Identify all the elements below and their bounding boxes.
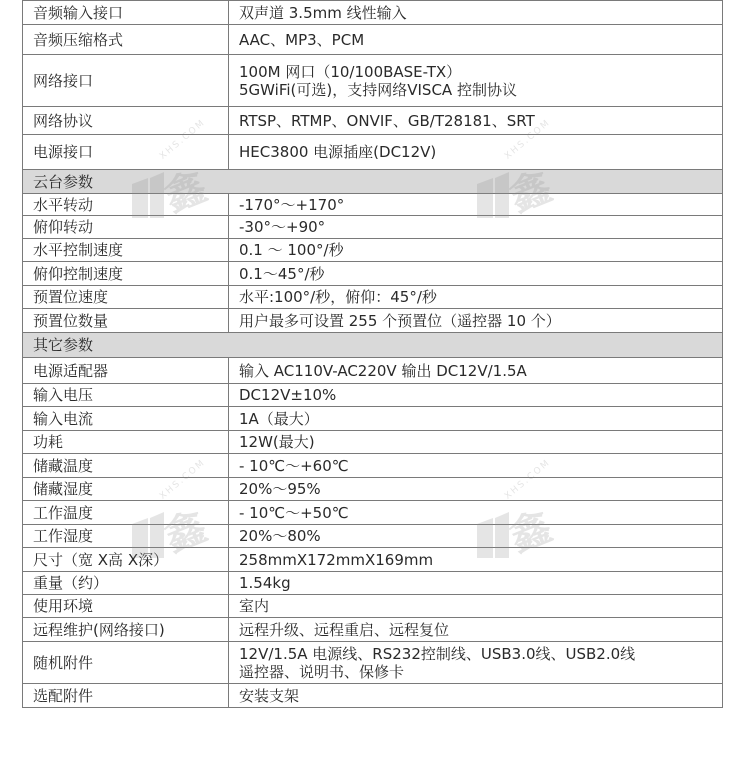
spec-value bbox=[229, 384, 723, 407]
spec-value bbox=[229, 55, 723, 107]
spec-value bbox=[229, 286, 723, 309]
spec-value-line: 20%～95% bbox=[239, 480, 321, 498]
spec-value-line: AAC、MP3、PCM bbox=[239, 30, 365, 49]
spec-value-line: 1.54kg bbox=[239, 574, 291, 592]
spec-row bbox=[23, 431, 723, 454]
spec-label: 电源接口 bbox=[23, 135, 229, 170]
spec-label: 水平转动 bbox=[23, 194, 229, 216]
spec-row bbox=[23, 55, 723, 107]
spec-row bbox=[23, 216, 723, 239]
spec-value-line: 12V/1.5A 电源线、RS232控制线、USB3.0线、USB2.0线 bbox=[239, 644, 636, 663]
spec-row bbox=[23, 107, 723, 135]
spec-value-line: - 10℃～+60℃ bbox=[239, 456, 349, 475]
spec-label: 使用环境 bbox=[23, 595, 229, 618]
spec-label: 输入电流 bbox=[23, 407, 229, 431]
spec-value bbox=[229, 431, 723, 454]
spec-label: 选配附件 bbox=[23, 684, 229, 708]
spec-label: 网络协议 bbox=[23, 107, 229, 135]
section-title: 云台参数 bbox=[23, 170, 723, 194]
spec-row bbox=[23, 548, 723, 572]
spec-value-line: 5GWiFi(可选)，支持网络VISCA 控制协议 bbox=[239, 80, 517, 99]
spec-value-line: 室内 bbox=[239, 597, 270, 615]
spec-value bbox=[229, 525, 723, 548]
spec-row bbox=[23, 501, 723, 525]
spec-row bbox=[23, 262, 723, 286]
spec-value-line: 输入 AC110V-AC220V 输出 DC12V/1.5A bbox=[239, 361, 527, 380]
spec-row bbox=[23, 286, 723, 309]
spec-value bbox=[229, 478, 723, 501]
spec-label: 工作温度 bbox=[23, 501, 229, 525]
spec-value-line: 安装支架 bbox=[239, 686, 300, 705]
spec-value bbox=[229, 572, 723, 595]
spec-row bbox=[23, 194, 723, 216]
spec-label: 俯仰控制速度 bbox=[23, 262, 229, 286]
watermark-text: XHS.COM bbox=[158, 457, 208, 502]
spec-label: 重量（约） bbox=[23, 572, 229, 595]
spec-value bbox=[229, 309, 723, 333]
spec-value bbox=[229, 407, 723, 431]
spec-value-line: 用户最多可设置 255 个预置位（遥控器 10 个） bbox=[239, 311, 561, 330]
spec-value bbox=[229, 454, 723, 478]
spec-label: 工作湿度 bbox=[23, 525, 229, 548]
spec-row bbox=[23, 135, 723, 170]
spec-label: 随机附件 bbox=[23, 642, 229, 684]
spec-row bbox=[23, 239, 723, 262]
spec-value-line: 12W(最大) bbox=[239, 433, 315, 451]
section-header-row bbox=[23, 333, 723, 358]
spec-label: 电源适配器 bbox=[23, 358, 229, 384]
spec-value-line: 100M 网口（10/100BASE-TX） bbox=[239, 62, 462, 81]
spec-label: 远程维护(网络接口) bbox=[23, 618, 229, 642]
spec-row bbox=[23, 1, 723, 25]
spec-value-line: 双声道 3.5mm 线性输入 bbox=[239, 3, 407, 22]
spec-value bbox=[229, 642, 723, 684]
spec-value-line: 1A（最大） bbox=[239, 409, 319, 428]
spec-row bbox=[23, 384, 723, 407]
spec-value-line: 远程升级、远程重启、远程复位 bbox=[239, 620, 450, 639]
spec-value bbox=[229, 684, 723, 708]
watermark-text: XHS.COM bbox=[503, 117, 553, 162]
spec-label: 储藏湿度 bbox=[23, 478, 229, 501]
spec-value-line: -170°～+170° bbox=[239, 195, 345, 214]
spec-row bbox=[23, 25, 723, 55]
spec-value-line: 258mmX172mmX169mm bbox=[239, 550, 434, 569]
spec-value-line: RTSP、RTMP、ONVIF、GB/T28181、SRT bbox=[239, 111, 535, 130]
spec-value bbox=[229, 107, 723, 135]
spec-row bbox=[23, 407, 723, 431]
spec-label: 功耗 bbox=[23, 431, 229, 454]
spec-value bbox=[229, 548, 723, 572]
spec-row bbox=[23, 478, 723, 501]
spec-label: 输入电压 bbox=[23, 384, 229, 407]
spec-row bbox=[23, 642, 723, 684]
spec-value-line: 0.1 ～ 100°/秒 bbox=[239, 241, 344, 259]
svg-text:鑫: 鑫 bbox=[503, 163, 558, 222]
svg-text:鑫: 鑫 bbox=[503, 503, 558, 562]
spec-value bbox=[229, 501, 723, 525]
spec-value bbox=[229, 216, 723, 239]
spec-value bbox=[229, 358, 723, 384]
spec-label: 音频压缩格式 bbox=[23, 25, 229, 55]
spec-label: 俯仰转动 bbox=[23, 216, 229, 239]
spec-value-line: HEC3800 电源插座(DC12V) bbox=[239, 143, 437, 161]
spec-value bbox=[229, 135, 723, 170]
spec-value-line: - 10℃～+50℃ bbox=[239, 503, 349, 522]
spec-row bbox=[23, 618, 723, 642]
section-title: 其它参数 bbox=[23, 333, 723, 358]
spec-value bbox=[229, 194, 723, 216]
spec-row bbox=[23, 595, 723, 618]
watermark-text: XHS.COM bbox=[158, 117, 208, 162]
svg-text:鑫: 鑫 bbox=[158, 503, 213, 562]
spec-value bbox=[229, 595, 723, 618]
spec-row bbox=[23, 454, 723, 478]
spec-label: 网络接口 bbox=[23, 55, 229, 107]
spec-value bbox=[229, 25, 723, 55]
spec-label: 预置位数量 bbox=[23, 309, 229, 333]
section-header-row bbox=[23, 170, 723, 194]
spec-label: 储藏温度 bbox=[23, 454, 229, 478]
spec-row bbox=[23, 358, 723, 384]
spec-value bbox=[229, 618, 723, 642]
svg-text:鑫: 鑫 bbox=[158, 163, 213, 222]
spec-value bbox=[229, 239, 723, 262]
spec-value bbox=[229, 262, 723, 286]
spec-label: 水平控制速度 bbox=[23, 239, 229, 262]
spec-label: 尺寸（宽 X高 X深） bbox=[23, 548, 229, 572]
spec-label: 预置位速度 bbox=[23, 286, 229, 309]
spec-row bbox=[23, 684, 723, 708]
spec-table bbox=[22, 0, 723, 708]
spec-value-line: DC12V±10% bbox=[239, 386, 337, 404]
spec-value-line: -30°～+90° bbox=[239, 218, 326, 236]
spec-value bbox=[229, 1, 723, 25]
spec-value-line: 20%～80% bbox=[239, 527, 321, 545]
spec-value-line: 水平:100°/秒，俯仰：45°/秒 bbox=[239, 288, 437, 306]
spec-row bbox=[23, 525, 723, 548]
spec-label: 音频输入接口 bbox=[23, 1, 229, 25]
watermark-text: XHS.COM bbox=[503, 457, 553, 502]
spec-table-body bbox=[23, 1, 723, 708]
spec-value-line: 遥控器、说明书、保修卡 bbox=[239, 662, 405, 681]
spec-row bbox=[23, 309, 723, 333]
spec-row bbox=[23, 572, 723, 595]
spec-value-line: 0.1～45°/秒 bbox=[239, 264, 325, 283]
